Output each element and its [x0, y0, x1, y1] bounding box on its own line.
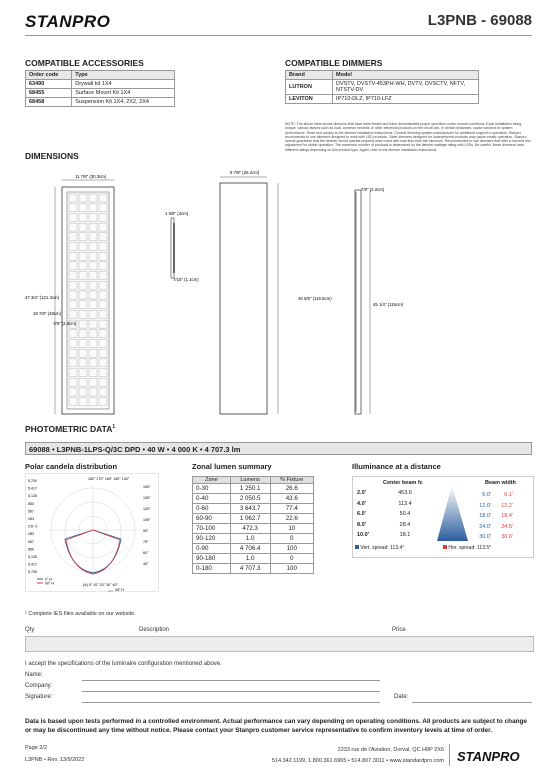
zonal-table: [192, 476, 314, 574]
beam-hor: 18.4': [501, 513, 513, 519]
acc-col-order: Order code: [26, 71, 72, 80]
beam-width-row: [465, 511, 533, 522]
header-divider: [25, 35, 532, 36]
contact-line: 514.342.1199, 1.800.361.6965 • 514.807.3011 • www.standardpro.com: [271, 758, 444, 764]
signature-label: Signature:: [25, 694, 53, 700]
beam-width-values: [465, 490, 533, 543]
dim-side-w-label: 9 7/8" (25.2cm): [230, 170, 260, 175]
polar-left-tick: 5,135: [28, 494, 37, 499]
polar-left-tick: 567: [28, 509, 34, 514]
table-row: [193, 544, 314, 554]
zonal-pct: 100: [270, 544, 313, 554]
zonal-pct: 22.6: [270, 514, 313, 524]
document-code: L3PNB - 69088: [427, 12, 532, 29]
zonal-zone: 0-90: [193, 544, 231, 554]
zonal-lumens: 4 706.4: [230, 544, 270, 554]
table-row: [26, 98, 175, 107]
ill-fc: 28.4: [399, 521, 411, 528]
table-row: [286, 95, 479, 104]
table-row: [286, 80, 479, 95]
front-view: [62, 180, 114, 414]
zonal-zone: 90-120: [193, 534, 231, 544]
page-number: Page 2/2: [25, 745, 48, 751]
footer-divider: [449, 744, 450, 766]
name-field[interactable]: [82, 680, 380, 681]
table-row: [355, 488, 427, 499]
polar-top-labels: 180° 170° 160° 150° 140°: [88, 477, 130, 481]
zonal-col-zone: Zone: [193, 477, 231, 484]
polar-left-tick: 5,700: [28, 479, 37, 483]
acc-type: Surface Mount Kit 1X4: [72, 89, 175, 98]
beam-width-row: [465, 532, 533, 543]
brand-logo: STANPRO: [25, 12, 111, 31]
zonal-col-pct: % Fixture: [270, 477, 313, 484]
zonal-zone: 90-180: [193, 554, 231, 564]
zonal-pct: 26.6: [270, 484, 313, 494]
order-line-field[interactable]: [25, 636, 534, 652]
zonal-pct: 0: [270, 534, 313, 544]
dim-inner2-label: 7/8" (2.3cm): [53, 321, 77, 326]
illuminance-title: Illuminance at a distance: [352, 462, 441, 471]
zonal-lumens: 4 707.3: [230, 564, 270, 574]
zonal-lumens: 1 062.7: [230, 514, 270, 524]
dim-depth2-label: 7/16" (1.1cm): [173, 277, 199, 282]
dim-depth1-label: 1 5/8" (4cm): [165, 211, 189, 216]
table-row: [193, 514, 314, 524]
acc-code: 63490: [26, 80, 72, 89]
qty-label: Qty: [25, 627, 35, 633]
table-row: [355, 499, 427, 510]
beam-hor: 12.2': [501, 502, 513, 509]
polar-left-tick: 850: [28, 547, 34, 552]
beam-hor: 6.1': [504, 492, 513, 498]
dimmer-note: NOTE: The above table shows dimmers that have been tested and have demonstrated proper operation under normal conditions. Each installation being unique, various factors such as load, common neutrals or other electrical products on the circuit can, in certain instances, cause variance in system performance. Read and comply to the dimmer installation instructions. Consult dimming system manufacturer for additional support in operation. Stanpro recommends to use dimmers designed to work with LED products. Older dimmers designed for incandescent products may cause erratic operation. Stanpro cannot guarantee that the dimmer would operate properly when used with load less than the minimum. Recommended to use dimmers that offer a low-end trim adjustment for stable operation. The maximum number of products is determined by the dimmer wattage rating with LEDs. Be careful, these dimmers have different ratings depending on this product type. Again, refer to the dimmer installation instructions.: [285, 122, 532, 152]
acc-type: Drywall kit 1X4: [72, 80, 175, 89]
legend-0h: 0° H: [45, 577, 53, 582]
beam-width-row: [465, 522, 533, 533]
dimmers-table: [285, 70, 479, 104]
zonal-lumens: 1.0: [230, 554, 270, 564]
polar-left-tick: 5,417: [28, 486, 37, 491]
polar-left-tick: 283: [28, 532, 34, 537]
acc-code: 68455: [26, 89, 72, 98]
zonal-zone: 0-40: [193, 494, 231, 504]
zonal-zone: 0-30: [193, 484, 231, 494]
beam-vert: 30.0': [479, 534, 491, 540]
dim-col-model: Model: [333, 71, 479, 80]
vert-spread: Vert. spread: 113.4°: [355, 545, 404, 551]
polar-left-tick: 5,417: [28, 562, 37, 567]
description-label: Description: [139, 627, 170, 633]
beam-width-row: [465, 501, 533, 512]
dim-col-brand: Brand: [286, 71, 333, 80]
name-label: Name:: [25, 672, 43, 678]
date-label: Date:: [394, 694, 409, 700]
dim-length-label: 47 3/4" (121.3cm): [25, 295, 60, 300]
dimension-drawings: [25, 168, 545, 423]
polar-right-tick: 75°: [143, 540, 149, 544]
accept-text: I accept the specifications of the luminaire configuration mentioned above.: [25, 661, 222, 667]
price-label: Price: [392, 627, 406, 633]
acc-col-type: Type: [72, 71, 175, 80]
zonal-zone: 70-100: [193, 524, 231, 534]
table-row: [193, 504, 314, 514]
table-row: [193, 534, 314, 544]
polar-left-tick: 5,135: [28, 555, 37, 559]
zonal-zone: 60-90: [193, 514, 231, 524]
dim-width-label: 11 7/8" (30.3cm): [75, 174, 107, 179]
beam-vert: 18.0': [479, 513, 491, 519]
zonal-pct: 100: [270, 564, 313, 574]
zonal-lumens: 2 050.5: [230, 494, 270, 504]
acc-type: Suspension Kit 1X4, 2X2, 2X4: [72, 98, 175, 107]
zonal-lumens: 3 643.7: [230, 504, 270, 514]
polar-left-tick: CD: 0: [28, 524, 38, 529]
table-row: [355, 530, 427, 541]
table-row: [193, 494, 314, 504]
polar-title: Polar candela distribution: [25, 462, 118, 471]
dim-brand: LUTRON: [286, 80, 333, 95]
table-row: [193, 484, 314, 494]
date-field[interactable]: [412, 702, 532, 703]
ill-distance: 4.0': [357, 500, 366, 507]
hor-spread: Hor. spread: 113.5°: [443, 545, 491, 551]
dim-edge-h-label: 45 1/4" (115cm): [373, 302, 404, 307]
edge-view: [355, 190, 370, 414]
table-row: [355, 520, 427, 531]
dim-side-h-label: 45 5/8" (115.8cm): [298, 296, 332, 301]
zonal-zone: 0-180: [193, 564, 231, 574]
polar-right-tick: 60°: [143, 551, 149, 555]
beam-width-row: [465, 490, 533, 501]
ill-head-center: Center beam fc: [383, 480, 423, 486]
dim-edge-w-label: 7/8" (2.2cm): [361, 187, 385, 192]
beam-vert: 12.0': [479, 502, 491, 509]
table-row: [26, 80, 175, 89]
photometric-title: PHOTOMETRIC DATA$^1$: [25, 424, 116, 434]
company-field[interactable]: [82, 691, 380, 692]
ies-footnote: ¹ Complete IES files available on our website.: [25, 611, 136, 617]
polar-left-tick: 567: [28, 539, 34, 544]
zonal-title: Zonal lumen summary: [192, 462, 272, 471]
table-row: [26, 89, 175, 98]
polar-right-tick: 120°: [143, 507, 151, 511]
table-row: [193, 524, 314, 534]
photometric-spec-bar: 69088 • L3PNB-1LPS-Q/3C DPD • 40 W • 4 000 K • 4 707.3 lm: [25, 442, 532, 455]
ill-fc: 113.4: [398, 500, 412, 507]
dim-model: DVSTV, DVSTV-453PH-WH, DVTV, DVSCTV, NFTV, NTSTV-DV: [333, 80, 479, 95]
ill-head-beam: Beam width: [485, 480, 516, 486]
zonal-pct: 77.4: [270, 504, 313, 514]
zonal-col-lumens: Lumens: [230, 477, 270, 484]
beam-vert: 24.0': [479, 523, 491, 530]
ill-distance: 10.0': [357, 532, 370, 539]
ill-distance: 2.0': [357, 490, 366, 497]
dimmers-title: COMPATIBLE DIMMERS: [285, 58, 383, 68]
polar-right-tick: 135°: [143, 496, 151, 500]
dim-inner-label: 18 7/8" (48cm): [33, 311, 62, 316]
ill-distance: 6.0': [357, 511, 366, 518]
dimensions-title: DIMENSIONS: [25, 151, 79, 161]
zonal-zone: 0-60: [193, 504, 231, 514]
accessories-title: COMPATIBLE ACCESSORIES: [25, 58, 144, 68]
signature-field[interactable]: [82, 702, 380, 703]
disclaimer: Data is based upon tests performed in a controlled environment. Actual performance can vary depending on operating conditions. All products are subject to change or may be discontinued any time without notice. Please contact your Stanpro customer service representative to confirm inventory levels at time of order.: [25, 718, 527, 734]
polar-right-tick: 150°: [143, 485, 151, 489]
table-row: [355, 509, 427, 520]
side-view: [220, 177, 278, 414]
ill-fc: 18.1: [399, 532, 411, 539]
zonal-pct: 0: [270, 554, 313, 564]
revision: L3PNB • Rev. 13/9/2022: [25, 757, 85, 763]
zonal-lumens: 472.3: [230, 524, 270, 534]
acc-code: 68458: [26, 98, 72, 107]
beam-vert: 6.0': [482, 492, 491, 498]
polar-left-tick: 283: [28, 517, 34, 521]
ill-fc: 50.4: [399, 511, 411, 518]
address: 2233 rue de l'Aviation, Dorval, QC H9P 2X6: [337, 747, 444, 753]
polar-right-tick: 90°: [143, 529, 149, 533]
illuminance-panel: [352, 476, 534, 558]
zonal-pct: 43.6: [270, 494, 313, 504]
polar-left-tick: 5,700: [28, 570, 37, 575]
ill-distance: 8.0': [357, 521, 366, 528]
zonal-lumens: 1 250.1: [230, 484, 270, 494]
zonal-pct: 10: [270, 524, 313, 534]
beam-hor: 24.5': [501, 523, 513, 530]
beam-hor: 30.6': [501, 534, 513, 540]
polar-right-tick: 105°: [143, 518, 151, 522]
footer-logo: STANPRO: [457, 749, 520, 764]
table-row: [193, 554, 314, 564]
legend-45h: 45° H: [115, 588, 125, 592]
legend-90h: 90° H: [45, 581, 55, 586]
dim-model: IP710-DLZ, IP710-LFZ: [333, 95, 479, 104]
zonal-lumens: 1.0: [230, 534, 270, 544]
ill-fc: 453.6: [398, 490, 412, 497]
company-label: Company:: [25, 683, 53, 689]
polar-chart: [25, 473, 160, 593]
illuminance-table: [355, 488, 427, 541]
polar-right-tick: 45°: [143, 562, 149, 566]
accessories-table: [25, 70, 175, 107]
polar-left-tick: 850: [28, 501, 34, 506]
dim-brand: LEVITON: [286, 95, 333, 104]
polar-bottom-labels: (A) 0° 10° 20° 30° 40°: [83, 583, 118, 587]
profile-view: [171, 218, 174, 278]
table-row: [193, 564, 314, 574]
